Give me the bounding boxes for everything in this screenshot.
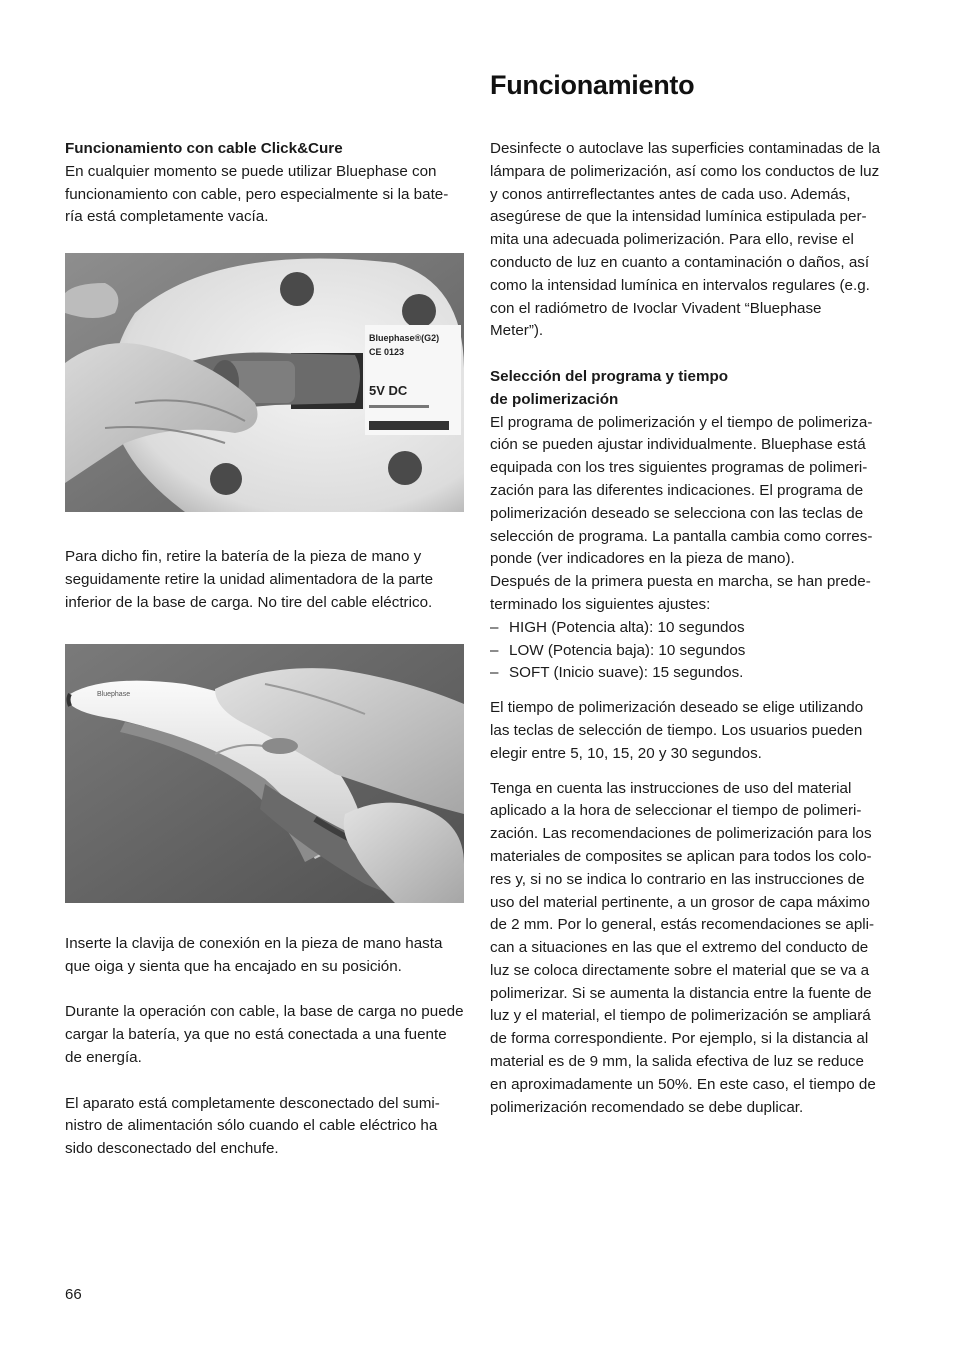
text-line: El aparato está completamente desconectado del sumi-	[65, 1094, 440, 1112]
program-list	[490, 617, 894, 685]
text-line: funcionamiento con cable, pero especialmente si la bate-	[65, 185, 449, 203]
text-line: cargar la batería, ya que no está conectada a una fuente	[65, 1026, 447, 1044]
text-line: sido desconectado del enchufe.	[65, 1140, 279, 1158]
text-line: res y, si no se indica lo contrario en las instrucciones de	[490, 870, 865, 888]
label-brand: Bluephase®(G2)	[369, 333, 440, 343]
text-line: materiales de composites se aplican para todos los colo-	[490, 847, 872, 865]
list-item: – SOFT (Inicio suave): 15 segundos.	[490, 662, 894, 685]
left-section-cable	[65, 138, 465, 229]
text-line: Después de la primera puesta en marcha, se han prede-	[490, 573, 871, 591]
text-line: El tiempo de polimerización deseado se elige utilizando	[490, 699, 864, 717]
text-line: polimerización recomendado se debe duplicar.	[490, 1098, 804, 1116]
text-line: Inserte la clavija de conexión en la pieza de mano hasta	[65, 935, 443, 952]
text-line: aplicado a la hora de seleccionar el tiempo de polimeri-	[490, 802, 862, 820]
section-heading-program-cont: de polimerización	[490, 390, 619, 408]
text-line: ponde (ver indicadores en la pieza de mano).	[490, 550, 795, 568]
text-line: Tenga en cuenta las instrucciones de uso del material	[490, 779, 852, 797]
handpiece-brand: Bluephase	[97, 691, 131, 698]
text-line: zación. Las recomendaciones de polimerización para los	[490, 825, 872, 843]
text-line: y conos antirreflectantes antes de cada uso. Además,	[490, 185, 851, 203]
left-paragraph-insert	[65, 933, 465, 1161]
photo-handpiece-plug	[65, 644, 464, 903]
text-line: mita una adecuada polimerización. Para ello, revise el	[490, 231, 854, 249]
list-item: – LOW (Potencia baja): 10 segundos	[490, 640, 894, 663]
text-line: conducto de luz en cuanto a contaminación o daños, así	[490, 253, 870, 271]
text-line: zación para las diferentes indicaciones. El programa de	[490, 481, 864, 499]
text-line: seguidamente retire la unidad alimentadora de la parte	[65, 570, 434, 588]
text-line: terminado los siguientes ajustes:	[490, 595, 711, 613]
text-line: de 2 mm. Por lo general, estás recomendaciones se apli-	[490, 916, 875, 934]
text-line: luz se coloca directamente sobre el material que se va a	[490, 961, 870, 979]
text-line: que oiga y sienta que ha encajado en su posición.	[65, 957, 402, 975]
page-title: Funcionamiento	[490, 70, 695, 100]
text-line: polimerización deseado se selecciona con las teclas de	[490, 504, 864, 522]
text-line: can a situaciones en las que el extremo del conducto de	[490, 939, 869, 957]
text-line: en aproximadamente un 50%. En este caso, el tiempo de	[490, 1075, 876, 1093]
text-line: uso del material pertinente, a un grosor de capa máximo	[490, 893, 870, 911]
left-paragraph-remove	[65, 546, 465, 614]
section-heading-program: Selección del programa y tiempo	[490, 367, 729, 385]
text-line: luz y el material, el tiempo de polimerización se ampliará	[490, 1007, 871, 1025]
text-line: asegúrese de que la intensidad lumínica estipulada per-	[490, 208, 867, 226]
text-line: lámpara de polimerización, así como los conductos de luz	[490, 162, 880, 180]
text-line: Desinfecte o autoclave las superficies contaminadas de la	[490, 140, 881, 157]
page-number: 66	[65, 1286, 82, 1303]
text-line: polimerizar. Si se aumenta la distancia entre la fuente de	[490, 984, 872, 1002]
text-line: Para dicho fin, retire la batería de la pieza de mano y	[65, 548, 422, 565]
text-line: ría está completamente vacía.	[65, 208, 269, 226]
text-line: elegir entre 5, 10, 15, 20 y 30 segundos.	[490, 744, 762, 762]
text-line: Durante la operación con cable, la base de carga no puede	[65, 1003, 464, 1021]
text-line: material es de 9 mm, la salida efectiva de luz se reduce	[490, 1053, 864, 1071]
text-line: selección de programa. La pantalla cambia como corres-	[490, 527, 873, 545]
text-line: de forma correspondiente. Por ejemplo, si la distancia al	[490, 1030, 869, 1048]
photo-charging-base	[65, 253, 464, 512]
text-line: como la intensidad lumínica en intervalos regulares (e.g.	[490, 276, 870, 294]
label-voltage: 5V DC	[369, 383, 408, 398]
text-line: con el radiómetro de Ivoclar Vivadent “Bluephase	[490, 299, 822, 317]
text-line: Meter”).	[490, 322, 544, 340]
text-line: de energía.	[65, 1048, 142, 1066]
label-ce: CE 0123	[369, 347, 405, 357]
right-column	[490, 138, 894, 1119]
list-item: – HIGH (Potencia alta): 10 segundos	[490, 617, 894, 640]
text-line: inferior de la base de carga. No tire del cable eléctrico.	[65, 593, 433, 611]
text-line: las teclas de selección de tiempo. Los usuarios pueden	[490, 721, 863, 739]
section-heading-cable: Funcionamiento con cable Click&Cure	[65, 140, 343, 157]
text-line: equipada con los tres siguientes programas de polimeri-	[490, 459, 868, 477]
text-line: En cualquier momento se puede utilizar Bluephase con	[65, 162, 437, 180]
text-line: nistro de alimentación sólo cuando el cable eléctrico ha	[65, 1117, 438, 1135]
text-line: El programa de polimerización y el tiempo de polimeriza-	[490, 413, 873, 431]
text-line: ción se pueden ajustar individualmente. Bluephase está	[490, 436, 866, 454]
